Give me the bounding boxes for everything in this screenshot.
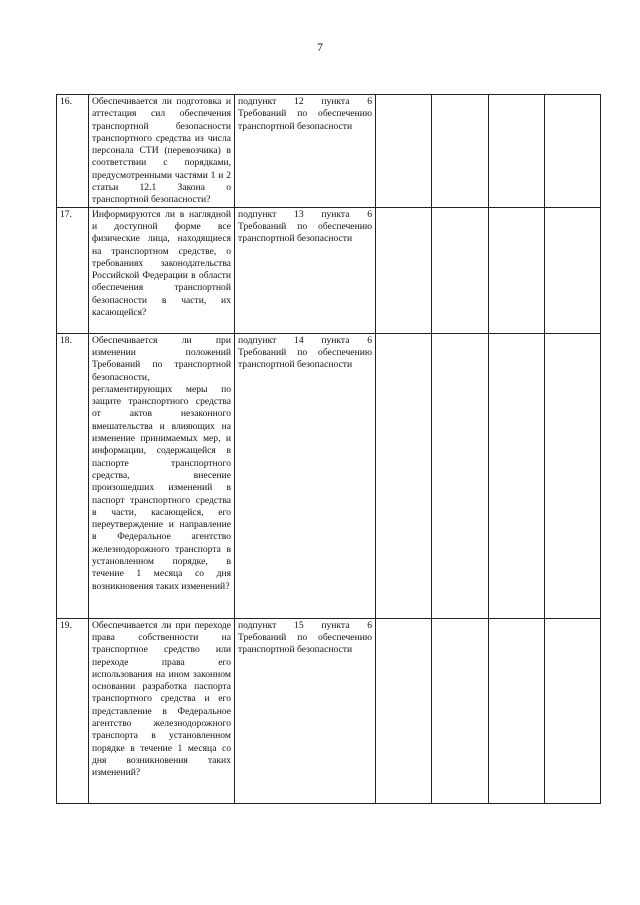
reference-cell <box>235 333 376 618</box>
checklist-table <box>56 94 601 804</box>
question-cell <box>89 618 235 803</box>
answer-na-cell[interactable] <box>488 95 544 208</box>
answer-no-cell[interactable] <box>432 95 488 208</box>
answer-yes-cell[interactable] <box>376 207 432 333</box>
question-text: Обеспечивается ли при изменении положений Требований по транспортной безопасности, регламентирующих меры по защите транспортного средства от актов незаконного вмешательства и влияющих на изменение принимаемых мер, и информации, содержащейся в паспорте транспортного средства, внесение произошедших изменений в паспорт транспортного средства в части, касающейся, его переутверждение и направление в Федеральное агентство железнодорожного транспорта в установленном порядке, в течение 1 месяца со дня возникновения таких изменений? <box>92 334 231 592</box>
row-number: 17. <box>57 207 89 333</box>
question-cell <box>89 333 235 618</box>
row-number: 19. <box>57 618 89 803</box>
reference-cell <box>235 207 376 333</box>
reference-cell <box>235 95 376 208</box>
reference-text: подпункт 14 пункта 6 Требований по обеспечению транспортной безопасности <box>238 334 372 371</box>
answer-yes-cell[interactable] <box>376 95 432 208</box>
reference-cell <box>235 618 376 803</box>
answer-no-cell[interactable] <box>432 618 488 803</box>
note-cell[interactable] <box>544 95 600 208</box>
table-row <box>57 207 601 333</box>
answer-na-cell[interactable] <box>488 333 544 618</box>
note-cell[interactable] <box>544 618 600 803</box>
reference-text: подпункт 12 пункта 6 Требований по обеспечению транспортной безопасности <box>238 96 372 132</box>
table-row <box>57 618 601 803</box>
page-number: 7 <box>317 40 323 54</box>
answer-yes-cell[interactable] <box>376 618 432 803</box>
reference-text: подпункт 13 пункта 6 Требований по обеспечению транспортной безопасности <box>238 208 372 245</box>
answer-na-cell[interactable] <box>488 207 544 333</box>
question-text: Обеспечивается ли подготовка и аттестация сил обеспечения транспортной безопасности транспортного средства из числа персонала СТИ (перевозчика) в соответствии с порядками, предусмотренными частями 1 и 2 статьи 12.1 Закона о транспортной безопасности? <box>92 96 231 206</box>
row-number: 18. <box>57 333 89 618</box>
row-number: 16. <box>57 95 89 208</box>
table-row <box>57 95 601 208</box>
reference-text: подпункт 15 пункта 6 Требований по обеспечению транспортной безопасности <box>238 619 372 656</box>
note-cell[interactable] <box>544 207 600 333</box>
answer-no-cell[interactable] <box>432 333 488 618</box>
answer-yes-cell[interactable] <box>376 333 432 618</box>
question-text: Обеспечивается ли при переходе права собственности на транспортное средство или переходе права его использования на ином законном основании разработка паспорта транспортного средства и его представление в Федеральное агентство железнодорожного транспорта в установленном порядке в течение 1 месяца со дня возникновения таких изменений? <box>92 619 231 779</box>
question-cell <box>89 207 235 333</box>
question-cell <box>89 95 235 208</box>
note-cell[interactable] <box>544 333 600 618</box>
question-text: Информируются ли в наглядной и доступной форме все физические лица, находящиеся на транспортном средстве, о требованиях законодательства Российской Федерации в области обеспечения транспортной безопасности в части, их касающейся? <box>92 208 231 319</box>
answer-no-cell[interactable] <box>432 207 488 333</box>
table-row <box>57 333 601 618</box>
answer-na-cell[interactable] <box>488 618 544 803</box>
